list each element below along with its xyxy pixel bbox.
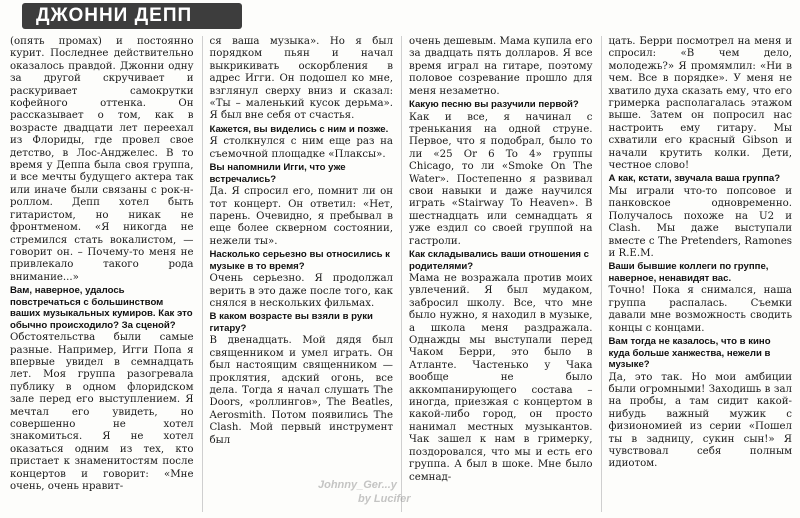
watermark-line-1: Johnny_Ger...y <box>318 479 397 491</box>
article-paragraph: Я столкнулся с ним еще раз на съемочной площадке «Плаксы». <box>209 136 393 160</box>
article-paragraph: цать. Берри посмотрел на меня и спросил: «В чем дело, молодежь?» Я промямлил: «Ни в чем. Все в порядке». У меня не хватило духа сказать ему, что его гримерка располагалась этажом выше. Затем он попросил нас настроить ему гитару. Мы схватили его красный Gibson и начали крутить колки. Дети, честное слово! <box>608 36 792 172</box>
watermark-line-2: by Lucifer <box>358 493 411 505</box>
article-column-3 <box>401 36 593 512</box>
interview-question: Вам, наверное, удалось повстречаться с большинством ваших музыкальных кумиров. Как это обычно происходило? За сценой? <box>10 285 193 331</box>
section-title: ДЖОННИ ДЕПП <box>36 5 193 26</box>
interview-question: А как, кстати, звучала ваша группа? <box>608 173 781 185</box>
article-paragraph: Как и все, я начинал с тренькания на одной струне. Первое, что я подобрал, было то ли «25 Or 6 To 4» группы Chicago, то ли «Smoke On The Water». Постепенно я развивал свои навыки и даже научился играть «Stairway To Heaven». В шестнадцать или семнадцать я уже ездил со своей группой на гастроли. <box>409 111 593 247</box>
interview-question: В каком возрасте вы взяли в руки гитару? <box>209 311 373 334</box>
article-paragraph: Очень серьезно. Я продолжал верить в это даже после того, как снялся в нескольких фильмах. <box>209 273 393 309</box>
article-paragraph: ся ваша музыка». Но я был порядком пьян и начал выкрикивать оскорбления в адрес Игги. Он подошел ко мне, взглянул сверху вниз и сказал: «Ты – маленький кусок дерьма». Я был вне себя от счастья. <box>209 36 393 122</box>
section-header <box>22 3 242 29</box>
article-paragraph: Обстоятельства были самые разные. Например, Игги Попа я впервые увидел в семнадцать лет. Моя группа разогревала публику в одном флоридском зале перед его выступлением. Я мечтал его увидеть, но совершенно не хотел знакомиться. Я не хотел оказаться одним из тех, кто пристает к знаменитостям после концертов и говорит: «Мне очень, очень нравит- <box>10 332 194 492</box>
interview-question: Вы напомнили Игги, что уже встречались? <box>209 162 346 185</box>
interview-question: Кажется, вы виделись с ним и позже. <box>209 123 389 135</box>
article-column-2 <box>202 36 394 512</box>
interview-question: Как складывались ваши отношения с родителями? <box>409 249 590 272</box>
interview-question: Какую песню вы разучили первой? <box>409 99 579 111</box>
article-paragraph: (опять промах) и постоянно курит. Последнее действительно оказалось правдой. Джонни одну за другой скручивает и раскуривает самокрутки кофейного оттенка. Он рассказывает о том, как в возрасте двадцати лет переехал из Флориды, где провел свое детство, в Лос-Анджелес. В то время у Деппа была своя группа, и все мечты будущего актера так или иначе были связаны с рок-н-роллом. Депп хотел быть гитаристом, но никак не фронтменом. «Я никогда не стремился стать вокалистом, — говорит он. – Почему-то меня не привлекало такого рода внимание...» <box>10 36 194 283</box>
interview-question: Вам тогда не казалось, что в кино куда больше ханжества, нежели в музыке? <box>608 336 771 371</box>
article-column-4 <box>601 36 793 512</box>
article-paragraph: очень дешевым. Мама купила его за двадцать пять долларов. Я все время играл на гитаре, поэтому половое созревание прошло для меня незаметно. <box>409 36 593 97</box>
article-column-1 <box>10 36 194 512</box>
article-columns <box>10 36 792 512</box>
article-paragraph: Мы играли что-то попсовое и панковское одновременно. Получалось похоже на U2 и Clash. Мы даже выступали вместе с The Pretenders, Ramones и R.E.M. <box>608 185 792 259</box>
article-paragraph: Да. Я спросил его, помнит ли он тот концерт. Он ответил: «Нет, парень. Очевидно, я пребывал в еще более скверном состоянии, нежели ты». <box>209 186 393 247</box>
interview-question: Насколько серьезно вы относились к музыке в то время? <box>209 249 390 272</box>
article-paragraph: Точно! Пока я снимался, наша группа распалась. Съемки давали мне возможность сводить концы с концами. <box>608 285 792 334</box>
interview-question: Ваши бывшие коллеги по группе, наверное, ненавидят вас. <box>608 261 769 284</box>
article-paragraph: Мама не возражала против моих увлечений. Я был мудаком, забросил школу. Все, что мне было нужно, я находил в музыке, а школа меня раздражала. Однажды мы выступали перед Чаком Берри, это было в Атланте. Частенько у Чака вообще не было аккомпанирующего состава – иногда, приезжая с концертом в какой-либо город, он просто нанимал местных музыкантов. Чак зашел к нам в гримерку, поздоровался, что мы и есть его группа. А был в шоке. Мне было семнад- <box>409 273 593 483</box>
article-paragraph: В двенадцать. Мой дядя был священником и умел играть. Он был настоящим священником — проклятия, адский огонь, все дела. Тогда я начал слушать The Doors, «роллингов», The Beatles, Aerosmith. Потом появились The Clash. Мой первый инструмент был <box>209 335 393 446</box>
article-paragraph: Да, это так. Но мои амбиции были огромными! Заходишь в зал на пробы, а там сидит какой-нибудь важный мужик с физиономией из серии «Пошел ты в задницу, сукин сын!» Я чувствовал себя полным идиотом. <box>608 371 792 470</box>
